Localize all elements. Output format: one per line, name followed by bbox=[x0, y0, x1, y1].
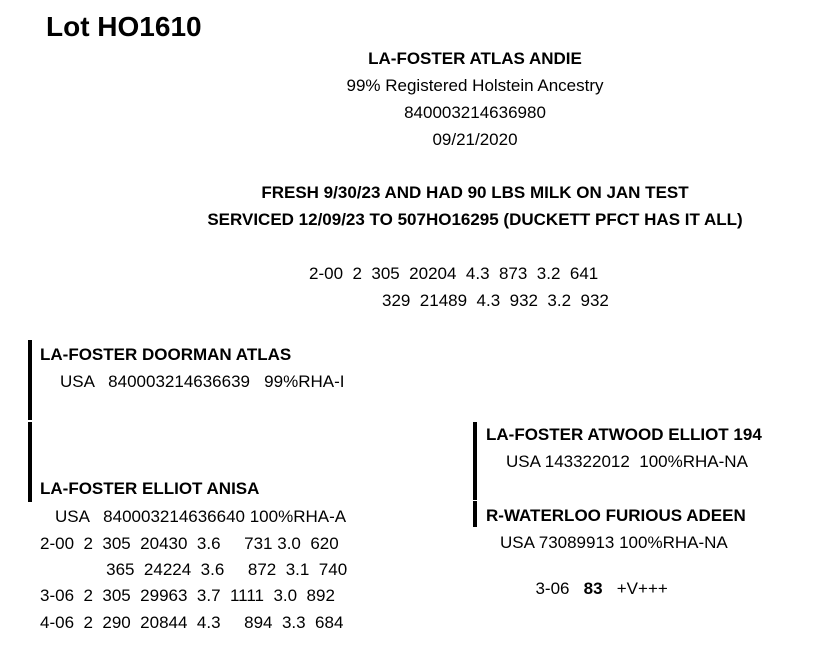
dam-bracket bbox=[28, 422, 32, 502]
dam-record-row: 2-00 2 305 20430 3.6 731 3.0 620 bbox=[40, 534, 339, 553]
dam-record-row: 4-06 2 290 20844 4.3 894 3.3 684 bbox=[40, 613, 344, 632]
dam-name: LA-FOSTER ELLIOT ANISA bbox=[40, 479, 260, 498]
dam-dam-name: R-WATERLOO FURIOUS ADEEN bbox=[486, 506, 746, 525]
animal-name: LA-FOSTER ATLAS ANDIE bbox=[368, 49, 582, 68]
lot-title: Lot HO1610 bbox=[46, 11, 202, 42]
classification-grade: +V+++ bbox=[616, 579, 668, 598]
dam-dam-classification bbox=[526, 559, 668, 599]
registration-id: 840003214636980 bbox=[404, 103, 546, 122]
dam-sire-info: USA 143322012 100%RHA-NA bbox=[506, 452, 748, 471]
dam-dam-info: USA 73089913 100%RHA-NA bbox=[500, 533, 728, 552]
birth-date: 09/21/2020 bbox=[432, 130, 518, 149]
fresh-note: FRESH 9/30/23 AND HAD 90 LBS MILK ON JAN TEST bbox=[261, 183, 689, 202]
dam-info: USA 840003214636640 100%RHA-A bbox=[55, 507, 347, 526]
dam-record-row: 365 24224 3.6 872 3.1 740 bbox=[40, 560, 348, 579]
dam-record-row: 3-06 2 305 29963 3.7 1111 3.0 892 bbox=[40, 586, 335, 605]
dam-sire-bracket bbox=[473, 422, 477, 500]
sire-info: USA 840003214636639 99%RHA-I bbox=[60, 372, 345, 391]
sire-bracket bbox=[28, 340, 32, 420]
classification-age: 3-06 bbox=[535, 579, 570, 598]
record-row-1: 2-00 2 305 20204 4.3 873 3.2 641 bbox=[309, 264, 599, 283]
sire-name: LA-FOSTER DOORMAN ATLAS bbox=[40, 345, 292, 364]
service-note: SERVICED 12/09/23 TO 507HO16295 (DUCKETT PFCT HAS IT ALL) bbox=[207, 210, 743, 229]
ancestry-line: 99% Registered Holstein Ancestry bbox=[346, 76, 604, 95]
dam-dam-bracket bbox=[473, 501, 477, 527]
classification-score: 83 bbox=[583, 579, 603, 598]
record-row-2: 329 21489 4.3 932 3.2 932 bbox=[382, 291, 609, 310]
dam-sire-name: LA-FOSTER ATWOOD ELLIOT 194 bbox=[486, 425, 762, 444]
